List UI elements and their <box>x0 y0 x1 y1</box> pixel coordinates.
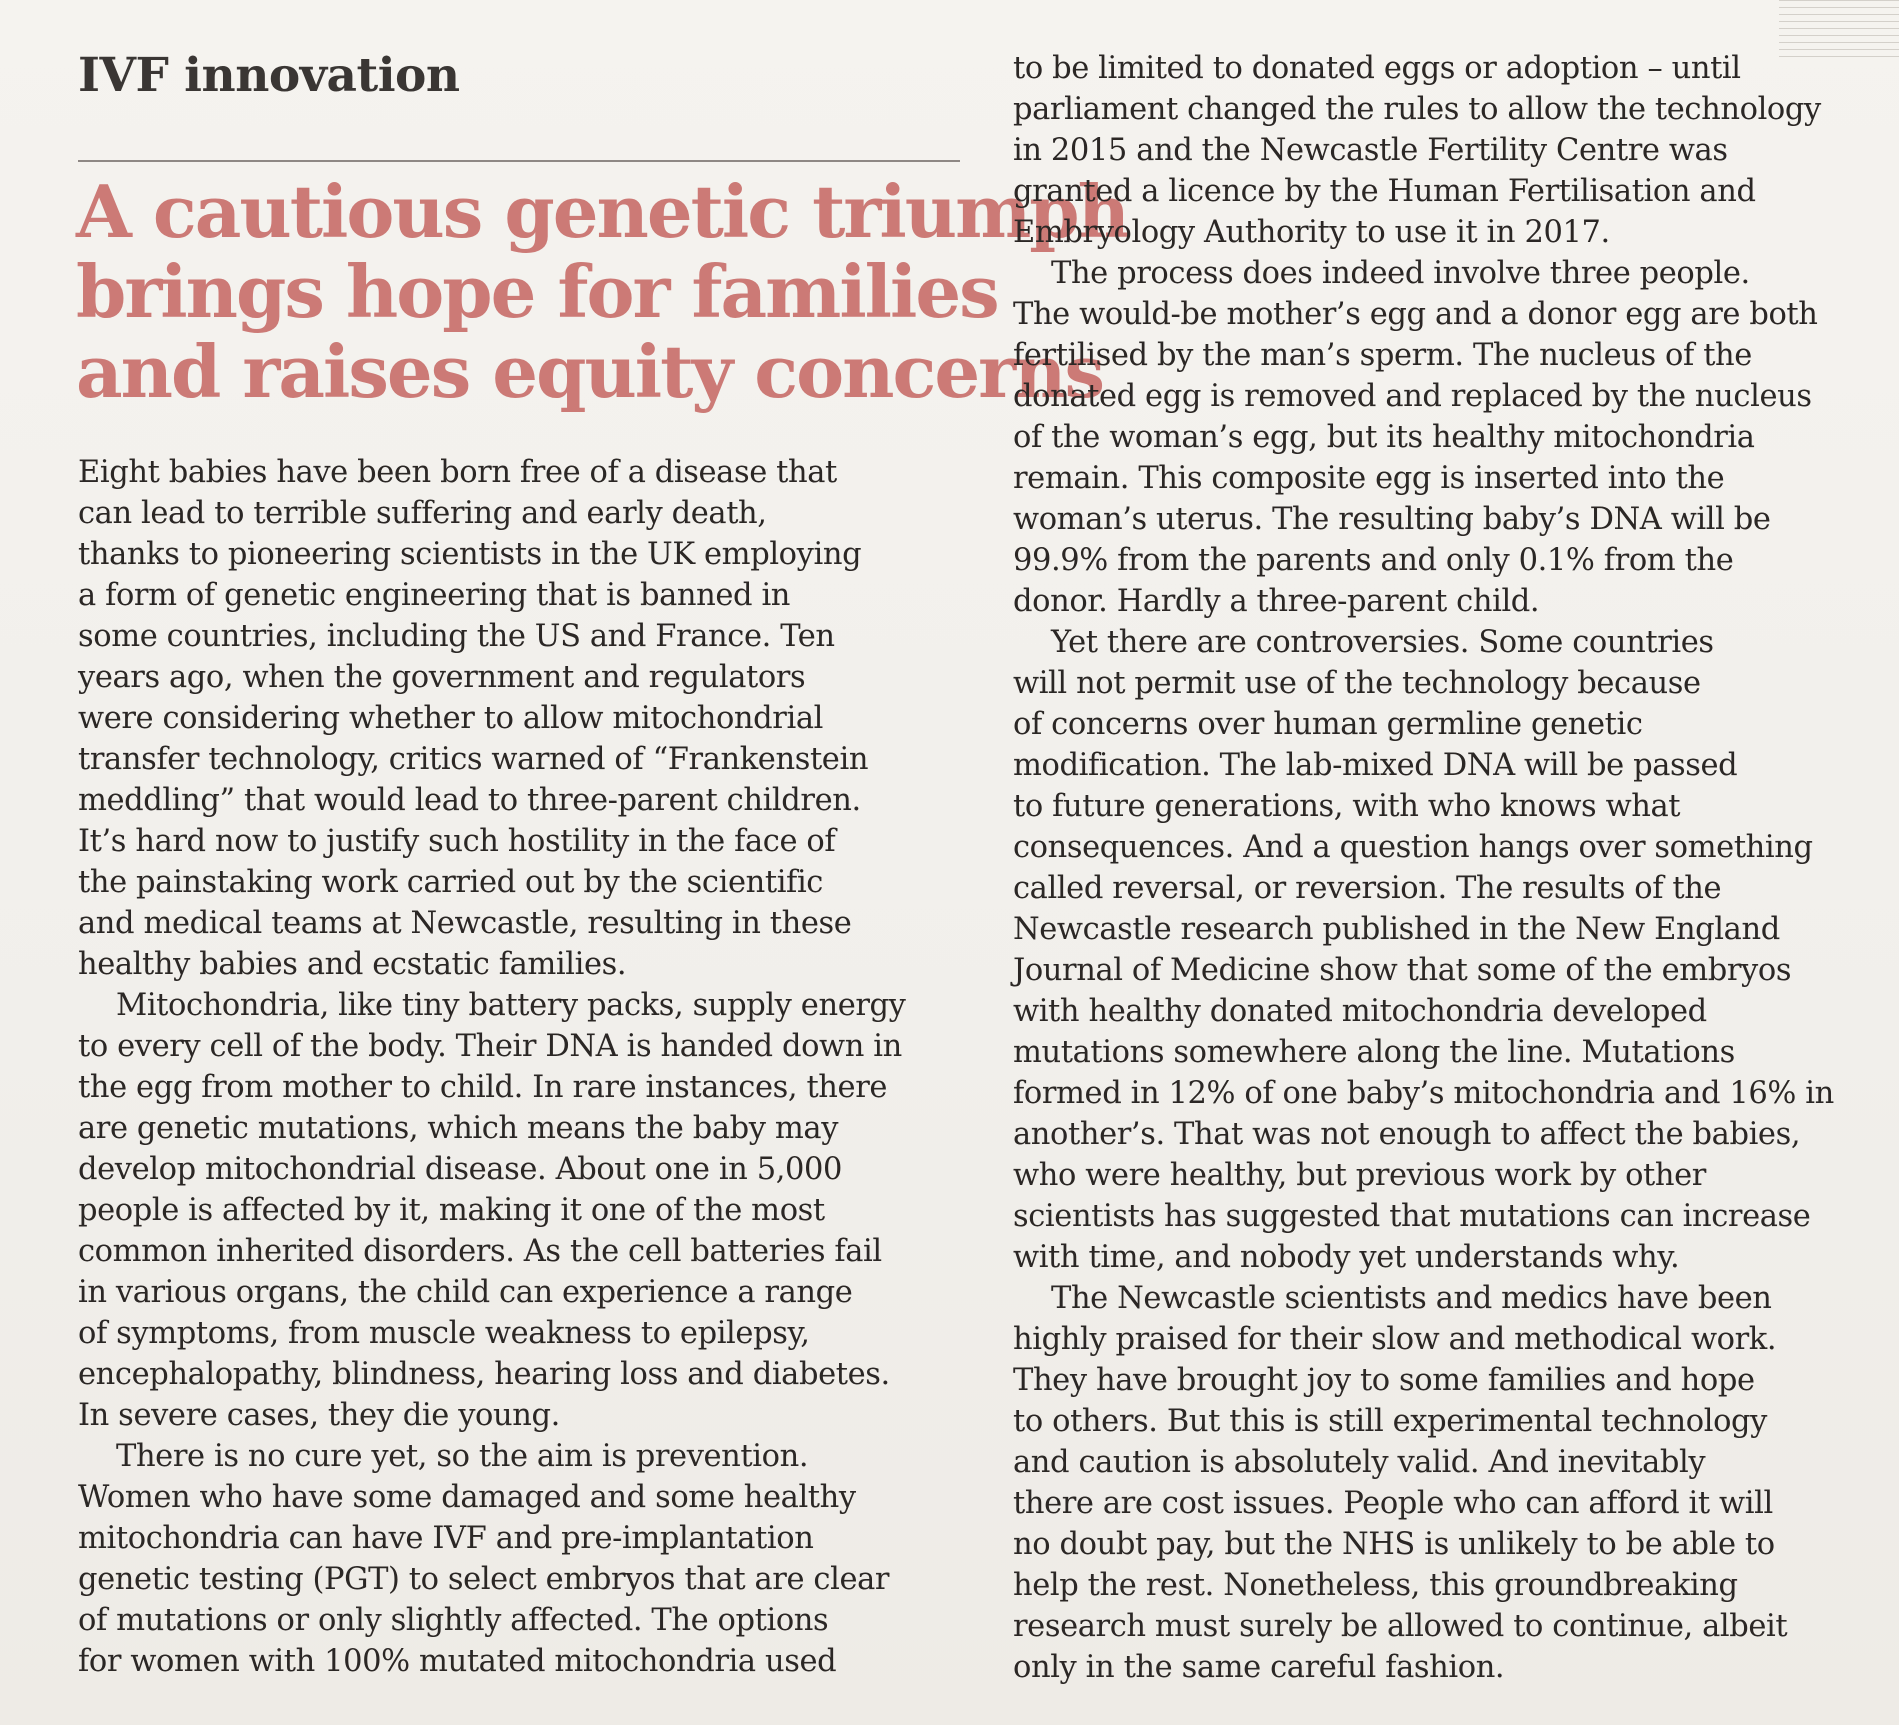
text-line: healthy babies and ecstatic families. <box>78 947 627 982</box>
text-line: woman’s uterus. The resulting baby’s DNA will be <box>1013 502 1771 537</box>
text-line: another’s. That was not enough to affect the babies, <box>1013 1117 1801 1152</box>
text-line: modification. The lab-mixed DNA will be passed <box>1013 748 1738 783</box>
text-line: mutations somewhere along the line. Mutations <box>1013 1035 1735 1070</box>
paragraph <box>1013 622 1893 1278</box>
text-line: meddling” that would lead to three-parent children. <box>78 783 861 818</box>
text-line: parliament changed the rules to allow the technology <box>1013 92 1821 127</box>
text-line: They have brought joy to some families and hope <box>1013 1363 1755 1398</box>
text-line: for women with 100% mutated mitochondria used <box>78 1644 837 1679</box>
section-label: IVF innovation <box>78 48 460 103</box>
text-line: in various organs, the child can experience a range <box>78 1275 853 1310</box>
text-line: There is no cure yet, so the aim is prevention. <box>116 1439 809 1474</box>
text-line: fertilised by the man’s sperm. The nucleus of the <box>1013 338 1752 373</box>
text-line: with time, and nobody yet understands why. <box>1013 1240 1680 1275</box>
text-line: donated egg is removed and replaced by the nucleus <box>1013 379 1812 414</box>
headline <box>76 169 1128 414</box>
headline-line: and raises equity concerns <box>76 329 1103 414</box>
paragraph <box>78 1436 978 1682</box>
text-line: help the rest. Nonetheless, this groundbreaking <box>1013 1568 1738 1603</box>
text-line: highly praised for their slow and methodical work. <box>1013 1322 1777 1357</box>
text-line: The would-be mother’s egg and a donor egg are both <box>1013 297 1818 332</box>
text-line: Embryology Authority to use it in 2017. <box>1013 215 1610 250</box>
text-line: only in the same careful fashion. <box>1013 1650 1505 1685</box>
text-line: of mutations or only slightly affected. The options <box>78 1603 829 1638</box>
text-line: no doubt pay, but the NHS is unlikely to be able to <box>1013 1527 1775 1562</box>
text-line: of symptoms, from muscle weakness to epilepsy, <box>78 1316 810 1351</box>
text-line: called reversal, or reversion. The results of the <box>1013 871 1722 906</box>
text-line: people is affected by it, making it one of the most <box>78 1193 825 1228</box>
text-line: The Newcastle scientists and medics have been <box>1051 1281 1772 1316</box>
text-line: to every cell of the body. Their DNA is handed down in <box>78 1029 902 1064</box>
text-line: 99.9% from the parents and only 0.1% from the <box>1013 543 1734 578</box>
text-line: Eight babies have been born free of a disease that <box>78 455 837 490</box>
text-line: in 2015 and the Newcastle Fertility Centre was <box>1013 133 1728 168</box>
headline-rule <box>78 160 960 162</box>
text-line: thanks to pioneering scientists in the UK employing <box>78 537 862 572</box>
headline-line: brings hope for families <box>76 249 998 334</box>
text-line: Women who have some damaged and some healthy <box>78 1480 856 1515</box>
text-line: consequences. And a question hangs over something <box>1013 830 1813 865</box>
text-line: research must surely be allowed to continue, albeit <box>1013 1609 1788 1644</box>
text-line: with healthy donated mitochondria developed <box>1013 994 1707 1029</box>
text-line: were considering whether to allow mitochondrial <box>78 701 823 736</box>
text-line: develop mitochondrial disease. About one in 5,000 <box>78 1152 843 1187</box>
text-line: Journal of Medicine show that some of the embryos <box>1013 953 1792 988</box>
text-line: granted a licence by the Human Fertilisation and <box>1013 174 1756 209</box>
text-line: remain. This composite egg is inserted into the <box>1013 461 1725 496</box>
article-column-right <box>1013 48 1893 1688</box>
paragraph <box>78 452 978 985</box>
text-line: In severe cases, they die young. <box>78 1398 560 1433</box>
text-line: there are cost issues. People who can afford it will <box>1013 1486 1773 1521</box>
article-column-left <box>78 452 978 1682</box>
text-line: a form of genetic engineering that is banned in <box>78 578 791 613</box>
headline-line: A cautious genetic triumph <box>76 169 1128 254</box>
text-line: and caution is absolutely valid. And inevitably <box>1013 1445 1706 1480</box>
paragraph <box>1013 253 1893 622</box>
text-line: The process does indeed involve three people. <box>1051 256 1750 291</box>
text-line: can lead to terrible suffering and early death, <box>78 496 767 531</box>
paragraph <box>1013 48 1893 253</box>
text-line: genetic testing (PGT) to select embryos that are clear <box>78 1562 890 1597</box>
text-line: the painstaking work carried out by the scientific <box>78 865 823 900</box>
text-line: who were healthy, but previous work by other <box>1013 1158 1706 1193</box>
text-line: the egg from mother to child. In rare instances, there <box>78 1070 888 1105</box>
text-line: will not permit use of the technology because <box>1013 666 1701 701</box>
text-line: to future generations, with who knows what <box>1013 789 1681 824</box>
text-line: Newcastle research published in the New England <box>1013 912 1780 947</box>
text-line: encephalopathy, blindness, hearing loss and diabetes. <box>78 1357 890 1392</box>
text-line: Mitochondria, like tiny battery packs, supply energy <box>116 988 906 1023</box>
text-line: transfer technology, critics warned of “Frankenstein <box>78 742 869 777</box>
text-line: Yet there are controversies. Some countries <box>1051 625 1714 660</box>
text-line: to others. But this is still experimental technology <box>1013 1404 1768 1439</box>
text-line: of concerns over human germline genetic <box>1013 707 1643 742</box>
text-line: common inherited disorders. As the cell batteries fail <box>78 1234 882 1269</box>
text-line: to be limited to donated eggs or adoption – until <box>1013 51 1741 86</box>
text-line: donor. Hardly a three-parent child. <box>1013 584 1540 619</box>
text-line: years ago, when the government and regulators <box>78 660 806 695</box>
text-line: some countries, including the US and France. Ten <box>78 619 835 654</box>
paragraph <box>1013 1278 1893 1688</box>
text-line: scientists has suggested that mutations can increase <box>1013 1199 1811 1234</box>
text-line: It’s hard now to justify such hostility in the face of <box>78 824 836 859</box>
text-line: and medical teams at Newcastle, resulting in these <box>78 906 852 941</box>
text-line: of the woman’s egg, but its healthy mitochondria <box>1013 420 1755 455</box>
text-line: are genetic mutations, which means the baby may <box>78 1111 839 1146</box>
text-line: formed in 12% of one baby’s mitochondria and 16% in <box>1013 1076 1834 1111</box>
paragraph <box>78 985 978 1436</box>
text-line: mitochondria can have IVF and pre-implantation <box>78 1521 814 1556</box>
